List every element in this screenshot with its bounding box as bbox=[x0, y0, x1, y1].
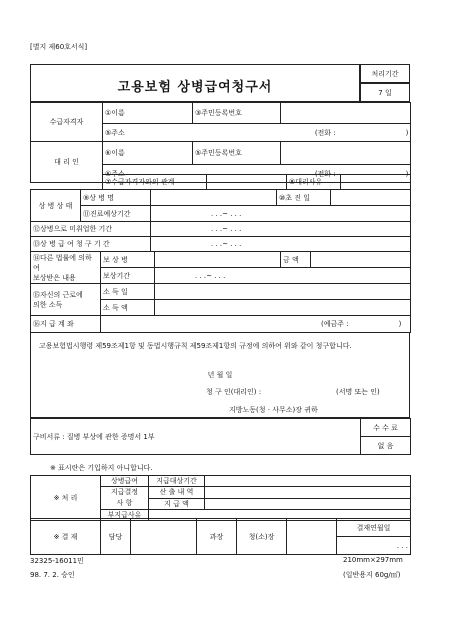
own-income-label bbox=[31, 284, 101, 316]
agent-name-label: ⑥이름 bbox=[103, 142, 193, 165]
other-law-label-2: 보상받은 내용 bbox=[33, 273, 76, 282]
target-period-field[interactable] bbox=[205, 476, 411, 487]
illness-name-field[interactable] bbox=[151, 190, 277, 206]
claimant-address-label: ⑤주소 bbox=[105, 128, 125, 137]
claimant-rrn-label: ③주민등록번호 bbox=[193, 103, 281, 124]
agent-rrn-boxes[interactable] bbox=[281, 142, 411, 165]
paid-amount-field[interactable] bbox=[205, 498, 411, 510]
other-law-table bbox=[30, 251, 411, 316]
agent-reason-field[interactable] bbox=[341, 175, 411, 190]
approval-manager: 과장 bbox=[197, 519, 237, 555]
account-holder-close: ) bbox=[398, 320, 402, 328]
approval-section: ※ 결 재 bbox=[31, 519, 101, 555]
unable-work-label: ⑫상병으로 미취업한 기간 bbox=[31, 222, 151, 237]
approval-staff-field[interactable] bbox=[131, 519, 197, 555]
statement-box bbox=[30, 332, 410, 418]
agent-section: 대 리 인 bbox=[31, 142, 103, 183]
processing-label: 처리기간 bbox=[360, 64, 410, 83]
agent-phone-label: (전화 : bbox=[314, 169, 336, 178]
statement-text: 고용보험법시행령 제59조제1항 및 동법시행규칙 제59조제1항의 규정에 의하여 위와 같이 청구합니다. bbox=[39, 342, 352, 350]
processing-section: ※ 처 리 bbox=[31, 476, 101, 521]
other-law-amount-field[interactable] bbox=[311, 252, 411, 268]
title-box bbox=[30, 64, 360, 102]
claimant-phone-label: (전화 : bbox=[314, 128, 336, 137]
claimant-rrn-boxes[interactable] bbox=[281, 103, 411, 124]
processing-value: 7 일 bbox=[360, 83, 410, 102]
page-title: 고용보험 상병급여청구서 bbox=[117, 80, 273, 95]
footer-approval: 98. 7. 2. 승인 bbox=[30, 571, 75, 579]
approval-chief-field[interactable] bbox=[287, 519, 337, 555]
approval-date-label: 결재연월일 bbox=[337, 519, 411, 537]
approval-date-value: . . . bbox=[337, 537, 411, 555]
claimant-section: 수급자격자 bbox=[31, 103, 103, 142]
approval-chief: 청(소)장 bbox=[237, 519, 287, 555]
other-law-label-1: ⑭다른 법률에 의하여 bbox=[33, 253, 92, 272]
income-amount-field[interactable] bbox=[155, 300, 411, 316]
claim-period-value: . . .~ . . . bbox=[151, 237, 411, 252]
addressee: 지방노동(청 · 사무소)장 귀하 bbox=[229, 406, 318, 414]
days-label: 산 출 내 역 bbox=[149, 487, 205, 499]
treatment-period-value: . . .~ . . . bbox=[151, 206, 411, 222]
footer-paper: (일반용지 60g/㎡) bbox=[343, 571, 401, 579]
fee-value: 없 음 bbox=[361, 437, 411, 455]
first-visit-label: ⑩초 진 일 bbox=[277, 190, 331, 206]
own-income-label-1: ⑮자신의 근로에 bbox=[33, 290, 83, 299]
agent-rrn-label: ⑤주민등록번호 bbox=[193, 142, 281, 165]
account-label: ⑯지 급 계 좌 bbox=[31, 316, 101, 333]
claimant-name-label: ①이름 bbox=[103, 103, 193, 124]
claimant-sign-label: 청 구 인(대리인) : bbox=[206, 388, 262, 396]
decision-label-1: 지급결정 bbox=[110, 488, 139, 496]
approval-staff: 담당 bbox=[101, 519, 131, 555]
benefit-label: 상병급여 bbox=[101, 476, 149, 487]
target-period-label: 지급대상기간 bbox=[149, 476, 205, 487]
other-law-period-label: 보상기간 bbox=[101, 268, 155, 284]
agent-reason-label: ⑧대리사유 bbox=[287, 175, 341, 190]
unable-work-value: . . .~ . . . bbox=[151, 222, 411, 237]
applicant-table bbox=[30, 102, 411, 183]
agent-relation-field[interactable] bbox=[207, 175, 287, 190]
decision-label bbox=[101, 487, 149, 510]
period-table bbox=[30, 221, 411, 252]
income-date-label: 소 득 일 bbox=[101, 284, 155, 300]
days-field[interactable] bbox=[205, 487, 411, 499]
attachment-text: 구비서류 : 질병 부상에 관한 증명서 1부 bbox=[31, 419, 361, 455]
processing-table bbox=[30, 475, 411, 521]
paid-amount-label: 지 급 액 bbox=[149, 498, 205, 510]
other-law-period-value: . . .~ . . . bbox=[155, 268, 411, 284]
form-number: [별지 제60호서식] bbox=[30, 43, 88, 51]
other-law-label bbox=[31, 252, 101, 284]
approval-table bbox=[30, 518, 411, 555]
agent-address-label: ⑥주소 bbox=[105, 169, 125, 178]
illness-table bbox=[30, 189, 411, 222]
income-amount-label: 소 득 액 bbox=[101, 300, 155, 316]
own-income-label-2: 의한 소득 bbox=[33, 300, 63, 309]
income-date-field[interactable] bbox=[155, 284, 411, 300]
account-field[interactable] bbox=[101, 316, 411, 333]
date-line: 년 월 일 bbox=[207, 371, 233, 379]
footer-size: 210mm×297mm bbox=[343, 556, 403, 564]
other-law-disease-label: 보 상 병 bbox=[101, 252, 155, 268]
account-holder-label: (예금주 : bbox=[321, 320, 349, 328]
illness-name-label: ⑨상 병 명 bbox=[81, 190, 151, 206]
treatment-period-label: ⑪진료예상기간 bbox=[81, 206, 151, 222]
account-table bbox=[30, 315, 411, 333]
fee-label: 수 수 료 bbox=[361, 419, 411, 437]
decision-label-2: 사 항 bbox=[116, 499, 133, 507]
office-note: ※ 표시란은 기입하지 아니합니다. bbox=[50, 464, 153, 472]
claim-period-label: ⑬상 병 급 여 청 구 기 간 bbox=[31, 237, 151, 252]
illness-section: 상 병 상 태 bbox=[31, 190, 81, 222]
relation-table bbox=[102, 174, 411, 190]
claimant-phone-close: ) bbox=[405, 128, 409, 137]
first-visit-field[interactable] bbox=[331, 190, 411, 206]
not-paid-label: 부지급사유 bbox=[101, 510, 149, 521]
other-law-amount-label: 금 액 bbox=[281, 252, 311, 268]
footer-code: 32325-16011민 bbox=[30, 557, 84, 565]
other-law-disease-field[interactable] bbox=[155, 252, 281, 268]
agent-phone-close: ) bbox=[405, 169, 409, 178]
attachment-table bbox=[30, 418, 411, 455]
agent-relation-label: ⑦수급자격자와의 관계 bbox=[103, 175, 207, 190]
sign-note: (서명 또는 인) bbox=[336, 388, 380, 396]
